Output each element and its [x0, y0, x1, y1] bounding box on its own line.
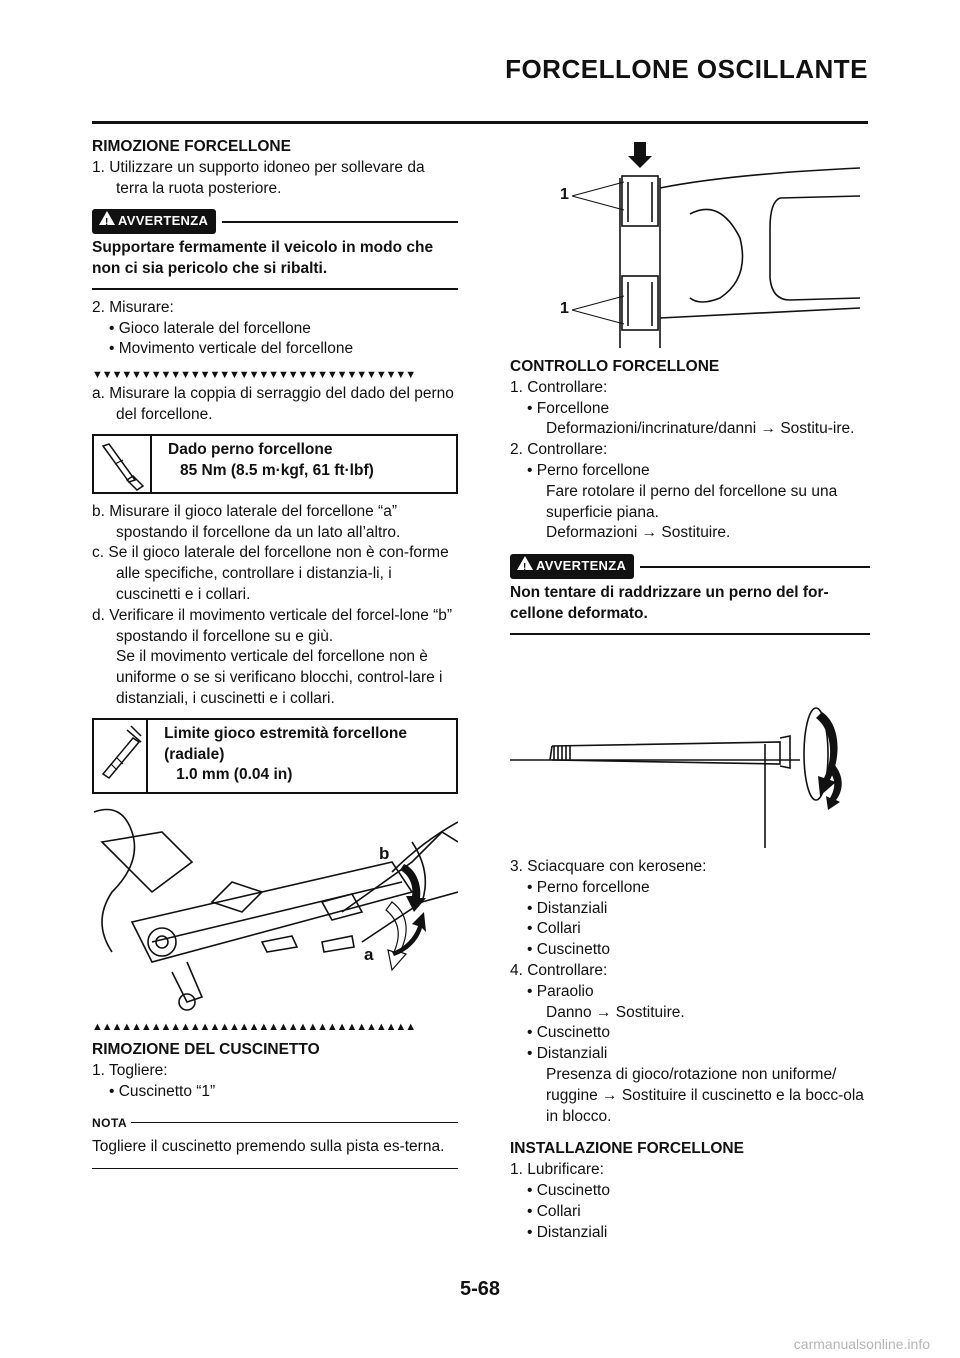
- figure-label-1-bottom: 1: [560, 300, 569, 317]
- substep-c: c. Se il gioco laterale del forcellone non è con-forme alle specifiche, controllare i distanzia-li, i cuscinetti e i collari.: [92, 544, 449, 603]
- page-title: FORCELLONE OSCILLANTE: [505, 54, 868, 84]
- pivot-shaft-figure: [510, 700, 870, 850]
- bullet: • Distanziali: [527, 899, 608, 917]
- step-1: 1. Utilizzare un supporto idoneo per sollevare da terra la ruota posteriore.: [92, 158, 425, 197]
- check-step-4-text: Danno → Sostituire.: [546, 1003, 685, 1021]
- substep-d-text: Se il movimento verticale del forcellone non è uniforme o se si verificano blocchi, control-lare i distanziali, i cuscinetti e i collari.: [116, 648, 443, 707]
- step-2: 2. Misurare:: [92, 298, 174, 316]
- spec-value: 85 Nm (8.5 m·kgf, 61 ft·lbf): [180, 461, 374, 479]
- bullet: • Collari: [527, 1202, 581, 1220]
- bullet: • Perno forcellone: [527, 878, 650, 896]
- left-column: [92, 137, 458, 1169]
- spec-title: Limite gioco estremità forcellone (radiale): [164, 724, 407, 763]
- bullet: • Paraolio: [527, 982, 594, 1000]
- bullet: • Distanziali: [527, 1045, 608, 1063]
- heading-check: CONTROLLO FORCELLONE: [510, 358, 720, 375]
- warning-badge: ! AVVERTENZA: [92, 209, 216, 234]
- right-column-bottom: [510, 857, 870, 1243]
- spec-value: 1.0 mm (0.04 in): [176, 766, 293, 784]
- check-step-3: 3. Sciacquare con kerosene:: [510, 858, 707, 875]
- install-step-1: 1. Lubrificare:: [510, 1161, 604, 1179]
- warning-text: Supportare fermamente il veicolo in modo che non ci sia pericolo che si ribalti.: [92, 238, 458, 290]
- figure-label-1-top: 1: [560, 186, 569, 203]
- watermark: carmanualsonline.info: [793, 1336, 930, 1352]
- right-column-top: [510, 357, 870, 643]
- heading-bearing-removal: RIMOZIONE DEL CUSCINETTO: [92, 1041, 320, 1059]
- note-text: Togliere il cuscinetto premendo sulla pista es-terna.: [92, 1137, 458, 1169]
- spec-title: Dado perno forcellone: [168, 440, 333, 458]
- check-step-2-text: Fare rotolare il perno del forcellone su una superficie piana.: [546, 482, 838, 521]
- note-label: NOTA: [92, 1115, 128, 1130]
- warning-icon: [517, 556, 533, 570]
- warning-header: [92, 209, 458, 234]
- bullet: • Cuscinetto: [527, 1024, 610, 1042]
- bullet: • Cuscinetto “1”: [109, 1082, 216, 1100]
- heading-install: INSTALLAZIONE FORCELLONE: [510, 1140, 744, 1158]
- check-step-2-result: Deformazioni → Sostituire.: [546, 524, 731, 542]
- substep-a: a. Misurare la coppia di serraggio del dado del perno del forcellone.: [92, 385, 454, 423]
- warning-text: Non tentare di raddrizzare un perno del for-cellone deformato.: [510, 583, 870, 635]
- check-step-1: 1. Controllare:: [510, 378, 608, 396]
- torque-wrench-icon: [94, 436, 152, 492]
- warning-icon: [99, 211, 115, 225]
- check-step-2: 2. Controllare:: [510, 441, 608, 459]
- figure-label-b: b: [379, 844, 390, 864]
- procedure-end-marks: ▲▲▲▲▲▲▲▲▲▲▲▲▲▲▲▲▲▲▲▲▲▲▲▲▲▲▲▲▲▲▲▲▲: [92, 1021, 415, 1034]
- substep-d: d. Verificare il movimento verticale del forcel-lone “b” spostando il forcellone su e giù.: [92, 606, 453, 645]
- bullet: • Collari: [527, 920, 581, 938]
- bullet: • Cuscinetto: [527, 941, 610, 959]
- heading-removal: RIMOZIONE FORCELLONE: [92, 138, 291, 155]
- bearing-figure: [510, 138, 870, 348]
- bullet: • Gioco laterale del forcellone: [109, 319, 311, 337]
- bullet: • Cuscinetto: [527, 1181, 610, 1199]
- bullet: • Perno forcellone: [527, 461, 650, 479]
- warning-badge: ! AVVERTENZA: [510, 554, 634, 579]
- warning-header: [510, 554, 870, 579]
- caliper-icon: [94, 720, 148, 792]
- check-step-1-text: Deformazioni/incrinature/danni → Sostitu-ire.: [546, 420, 855, 438]
- bullet: • Movimento verticale del forcellone: [109, 340, 354, 358]
- substep-b: b. Misurare il gioco laterale del forcellone “a” spostando il forcellone da un lato all’altro.: [92, 502, 401, 541]
- figure-label-a: a: [364, 945, 374, 965]
- torque-spec-box: [92, 434, 458, 494]
- note-header: [92, 1113, 458, 1134]
- bullet: • Forcellone: [527, 399, 610, 417]
- header-rule: [92, 121, 868, 124]
- bearing-step-1: 1. Togliere:: [92, 1061, 168, 1079]
- swingarm-play-figure: [92, 802, 458, 1016]
- check-step-4-result: Presenza di gioco/rotazione non uniforme/ ruggine → Sostituire il cuscinetto e la bocc-ola in blocco.: [546, 1065, 864, 1125]
- procedure-start-marks: ▼▼▼▼▼▼▼▼▼▼▼▼▼▼▼▼▼▼▼▼▼▼▼▼▼▼▼▼▼▼▼▼▼: [92, 369, 415, 382]
- page-number: 5-68: [459, 1278, 501, 1300]
- limit-spec-box: [92, 718, 458, 794]
- bullet: • Distanziali: [527, 1223, 608, 1241]
- check-step-4: 4. Controllare:: [510, 961, 608, 979]
